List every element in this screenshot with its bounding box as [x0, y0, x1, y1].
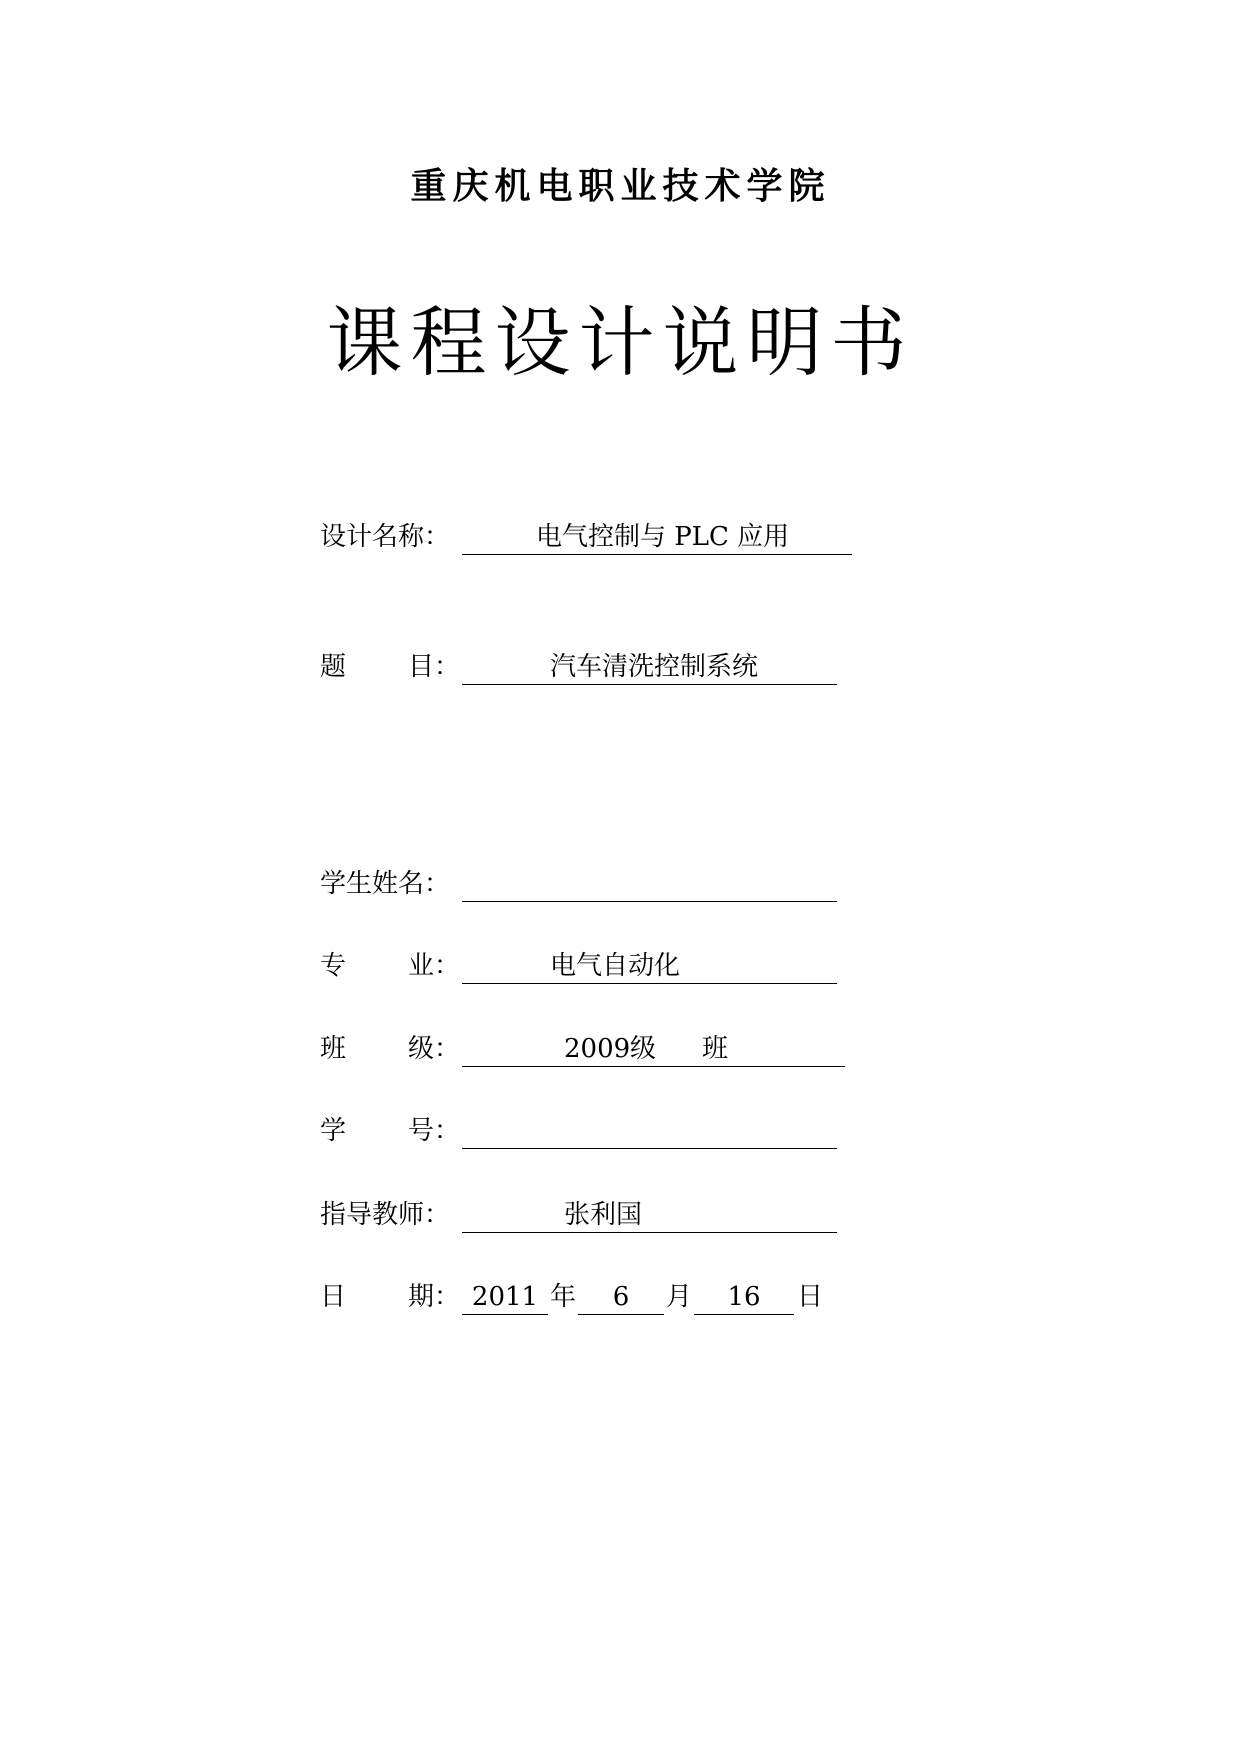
advisor-label: 指导教师：	[320, 1200, 451, 1230]
design-name-field	[462, 519, 852, 555]
institution-name: 重庆机电职业技术学院	[410, 166, 831, 207]
major-label	[320, 948, 460, 984]
major-value: 电气自动化	[550, 951, 681, 981]
class-label-char2: 级：	[408, 1034, 461, 1064]
class-field	[462, 1031, 845, 1067]
design-name-label: 设计名称：	[320, 522, 451, 552]
document-title: 课程设计说明书	[326, 298, 915, 387]
advisor-field	[462, 1197, 837, 1233]
topic-value: 汽车清洗控制系统	[550, 652, 759, 682]
date-day-unit: 日	[797, 1282, 824, 1312]
topic-label	[320, 649, 460, 685]
topic-field	[462, 649, 837, 685]
student-id-label	[320, 1113, 460, 1149]
student-name-field	[462, 866, 837, 902]
student-id-label-char2: 号：	[408, 1116, 461, 1146]
date-year: 2011	[462, 1279, 548, 1315]
major-label-char1: 专	[320, 951, 347, 981]
date-label-char1: 日	[320, 1282, 347, 1312]
date-label	[320, 1279, 460, 1315]
class-suffix: 班	[702, 1034, 729, 1064]
class-label-char1: 班	[320, 1034, 347, 1064]
student-id-label-char1: 学	[320, 1116, 347, 1146]
date-month-unit: 月	[666, 1282, 693, 1312]
date-year-unit: 年	[550, 1282, 577, 1312]
date-month: 6	[578, 1279, 664, 1315]
topic-label-char1: 题	[320, 652, 347, 682]
class-label	[320, 1031, 460, 1067]
class-year: 2009	[564, 1034, 631, 1064]
major-label-char2: 业：	[408, 951, 461, 981]
advisor-value: 张利国	[564, 1200, 643, 1230]
major-field	[462, 948, 837, 984]
student-id-field	[462, 1113, 837, 1149]
class-year-suffix: 级	[630, 1034, 657, 1064]
design-name-value: 电气控制与 PLC 应用	[536, 522, 790, 552]
date-label-char2: 期：	[408, 1282, 461, 1312]
date-day: 16	[694, 1279, 794, 1315]
topic-label-char2: 目：	[408, 652, 461, 682]
student-name-label: 学生姓名：	[320, 869, 451, 899]
